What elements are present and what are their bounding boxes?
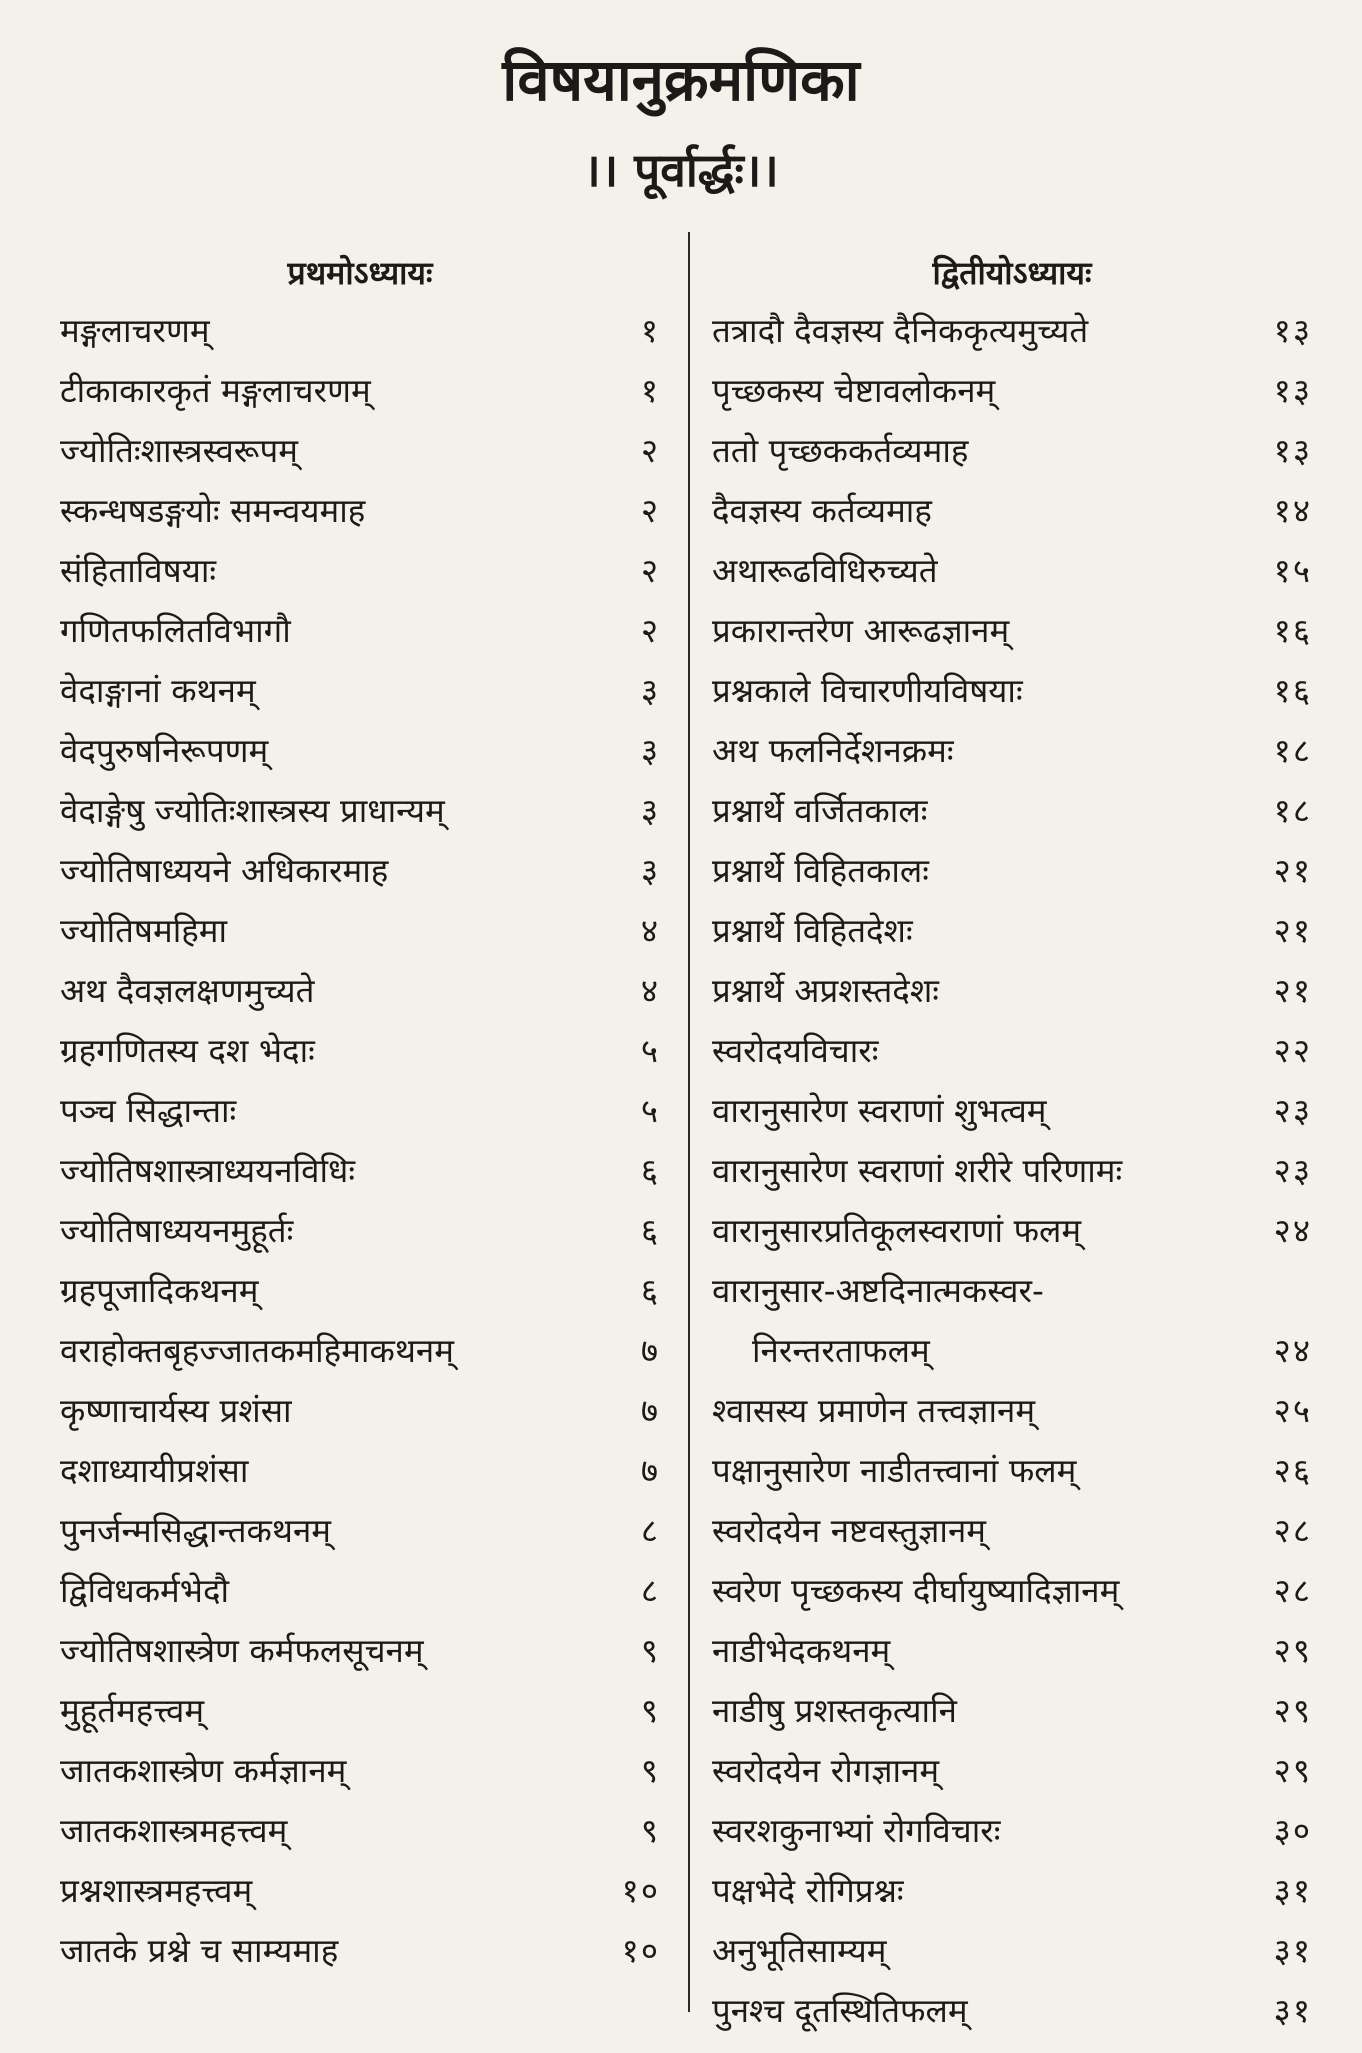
toc-entry: [60, 1801, 660, 1861]
toc-entry: [712, 1801, 1312, 1861]
entry-title: प्रश्नार्थे विहितकालः: [712, 851, 929, 890]
entry-page-number: २१: [1273, 971, 1312, 1010]
entry-title: प्रकारान्तरेण आरूढज्ञानम्: [712, 611, 1010, 650]
entry-page-number: २४: [1273, 1331, 1312, 1370]
toc-entry: [712, 481, 1312, 541]
toc-entry: [60, 781, 660, 841]
entry-title: स्वरशकुनाभ्यां रोगविचारः: [712, 1811, 1001, 1850]
toc-entry: [712, 901, 1312, 961]
entry-page-number: ७: [640, 1391, 660, 1430]
entry-title: श्वासस्य प्रमाणेन तत्त्वज्ञानम्: [712, 1391, 1036, 1430]
entry-title: अनुभूतिसाम्यम्: [712, 1931, 887, 1970]
entry-page-number: २: [640, 431, 660, 470]
toc-entry: [60, 721, 660, 781]
entry-title: निरन्तरताफलम्: [752, 1331, 930, 1370]
entry-page-number: ९: [640, 1631, 660, 1670]
entry-title: अथ फलनिर्देशनक्रमः: [712, 731, 954, 770]
entry-page-number: १: [640, 371, 660, 410]
entry-title: ततो पृच्छककर्तव्यमाह: [712, 431, 969, 470]
entry-page-number: २१: [1273, 851, 1312, 890]
entry-page-number: १६: [1273, 671, 1312, 710]
entry-title: तत्रादौ दैवज्ञस्य दैनिककृत्यमुच्यते: [712, 311, 1089, 350]
toc-entry: [712, 781, 1312, 841]
entry-title: जातके प्रश्ने च साम्यमाह: [60, 1931, 339, 1970]
entry-title: कृष्णाचार्यस्य प्रशंसा: [60, 1391, 292, 1430]
toc-entry: [712, 1261, 1312, 1321]
entry-title: प्रश्नार्थे विहितदेशः: [712, 911, 913, 950]
left-column: [60, 245, 660, 1981]
entry-title: पञ्च सिद्धान्ताः: [60, 1091, 237, 1130]
entry-title: ग्रहपूजादिकथनम्: [60, 1271, 259, 1310]
entry-title: वारानुसारेण स्वराणां शुभत्वम्: [712, 1091, 1047, 1130]
entry-page-number: ४: [640, 971, 660, 1010]
entry-page-number: ३: [640, 851, 660, 890]
toc-entry: [60, 1081, 660, 1141]
entry-page-number: ३१: [1273, 1871, 1312, 1910]
toc-entry: [60, 421, 660, 481]
entry-page-number: १३: [1273, 311, 1312, 350]
entry-page-number: १०: [621, 1931, 660, 1970]
toc-entry: [712, 1021, 1312, 1081]
entry-title: स्वरेण पृच्छकस्य दीर्घायुष्यादिज्ञानम्: [712, 1571, 1120, 1610]
toc-entry: [712, 1561, 1312, 1621]
entry-title: पुनश्च दूतस्थितिफलम्: [712, 1991, 968, 2030]
toc-entry: [712, 301, 1312, 361]
entry-page-number: १८: [1273, 731, 1312, 770]
entry-title: प्रश्नार्थे वर्जितकालः: [712, 791, 928, 830]
toc-entry: [60, 481, 660, 541]
entry-title: वारानुसारेण स्वराणां शरीरे परिणामः: [712, 1151, 1123, 1190]
entry-title: स्वरोदयविचारः: [712, 1031, 879, 1070]
toc-entry: [712, 661, 1312, 721]
toc-entry: [712, 961, 1312, 1021]
entry-page-number: १३: [1273, 371, 1312, 410]
toc-entry: [60, 841, 660, 901]
toc-entry: [60, 1741, 660, 1801]
toc-entry: [712, 541, 1312, 601]
entry-title: ज्योतिषमहिमा: [60, 911, 228, 950]
entry-title: नाडीभेदकथनम्: [712, 1631, 891, 1670]
toc-entry: [712, 1201, 1312, 1261]
entry-page-number: ७: [640, 1451, 660, 1490]
toc-entry: [60, 1681, 660, 1741]
toc-entry: [712, 421, 1312, 481]
toc-entry: [60, 1561, 660, 1621]
entry-page-number: २४: [1273, 1211, 1312, 1250]
entry-page-number: १३: [1273, 431, 1312, 470]
toc-entry: [712, 1921, 1312, 1981]
toc-entry: [60, 361, 660, 421]
entry-page-number: २२: [1273, 1031, 1312, 1070]
entry-page-number: १५: [1273, 551, 1312, 590]
toc-entry: [712, 1621, 1312, 1681]
entry-title: द्विविधकर्मभेदौ: [60, 1571, 230, 1610]
entry-page-number: २: [640, 491, 660, 530]
entry-page-number: ३: [640, 671, 660, 710]
entry-title: वराहोक्तबृहज्जातकमहिमाकथनम्: [60, 1331, 454, 1370]
entry-page-number: ३१: [1273, 1991, 1312, 2030]
toc-entry: [712, 361, 1312, 421]
toc-entry: [712, 1501, 1312, 1561]
entry-page-number: १: [640, 311, 660, 350]
entry-page-number: ६: [640, 1271, 660, 1310]
entry-page-number: ५: [640, 1091, 660, 1130]
entry-page-number: ४: [640, 911, 660, 950]
section-subtitle: ।। पूर्वार्द्धः।।: [583, 143, 779, 197]
entry-page-number: २३: [1273, 1151, 1312, 1190]
entry-page-number: ८: [640, 1571, 660, 1610]
entry-page-number: १०: [621, 1871, 660, 1910]
entry-page-number: २९: [1273, 1631, 1312, 1670]
toc-entry: [712, 1741, 1312, 1801]
page-title: विषयानुक्रमणिका: [502, 46, 860, 114]
toc-entry: [60, 1201, 660, 1261]
entry-title: स्वरोदयेन नष्टवस्तुज्ञानम्: [712, 1511, 987, 1550]
toc-entry: [60, 1141, 660, 1201]
entry-page-number: २६: [1273, 1451, 1312, 1490]
entry-title: दशाध्यायीप्रशंसा: [60, 1451, 249, 1490]
entry-page-number: ९: [640, 1691, 660, 1730]
entry-title: ज्योतिषशास्त्राध्ययनविधिः: [60, 1151, 355, 1190]
entry-page-number: ३०: [1273, 1811, 1312, 1850]
entry-title: वारानुसार-अष्टदिनात्मकस्वर-: [712, 1271, 1044, 1310]
toc-entry: [60, 1861, 660, 1921]
entry-page-number: ६: [640, 1211, 660, 1250]
toc-entry: [712, 1861, 1312, 1921]
entry-title: वेदपुरुषनिरूपणम्: [60, 731, 269, 770]
entry-page-number: ३: [640, 731, 660, 770]
entry-page-number: २३: [1273, 1091, 1312, 1130]
entry-title: स्कन्धषडङ्गयोः समन्वयमाह: [60, 491, 366, 530]
entry-title: नाडीषु प्रशस्तकृत्यानि: [712, 1691, 957, 1730]
toc-entry: [712, 1141, 1312, 1201]
entry-title: अथ दैवज्ञलक्षणमुच्यते: [60, 971, 315, 1010]
entry-page-number: १८: [1273, 791, 1312, 830]
left-entry-list: [60, 301, 660, 1981]
chapter-heading-right: द्वितीयोऽध्यायः: [932, 254, 1092, 292]
entry-page-number: ७: [640, 1331, 660, 1370]
toc-entry: [60, 661, 660, 721]
toc-entry: [712, 1381, 1312, 1441]
toc-entry: [712, 1321, 1312, 1381]
toc-entry: [712, 1681, 1312, 1741]
toc-entry: [60, 1621, 660, 1681]
entry-page-number: ९: [640, 1811, 660, 1850]
entry-title: जातकशास्त्रेण कर्मज्ञानम्: [60, 1751, 347, 1790]
entry-page-number: २: [640, 611, 660, 650]
entry-page-number: ८: [640, 1511, 660, 1550]
entry-title: संहिताविषयाः: [60, 551, 217, 590]
entry-title: पक्षभेदे रोगिप्रश्नः: [712, 1871, 904, 1910]
entry-page-number: २१: [1273, 911, 1312, 950]
entry-title: दैवज्ञस्य कर्तव्यमाह: [712, 491, 932, 530]
right-column: [712, 245, 1312, 2041]
toc-entry: [60, 1921, 660, 1981]
toc-entry: [60, 901, 660, 961]
entry-page-number: १४: [1273, 491, 1312, 530]
entry-title: गणितफलितविभागौ: [60, 611, 291, 650]
toc-entry: [60, 1501, 660, 1561]
entry-title: प्रश्नकाले विचारणीयविषयाः: [712, 671, 1023, 710]
toc-entry: [60, 301, 660, 361]
entry-page-number: ३१: [1273, 1931, 1312, 1970]
entry-title: अथारूढविधिरुच्यते: [712, 551, 938, 590]
toc-entry: [60, 1321, 660, 1381]
entry-title: मुहूर्तमहत्त्वम्: [60, 1691, 205, 1730]
chapter-heading-left: प्रथमोऽध्यायः: [287, 254, 433, 292]
entry-title: ज्योतिषाध्ययने अधिकारमाह: [60, 851, 389, 890]
entry-page-number: ६: [640, 1151, 660, 1190]
entry-page-number: २८: [1273, 1571, 1312, 1610]
toc-entry: [712, 1081, 1312, 1141]
entry-page-number: ५: [640, 1031, 660, 1070]
entry-title: वेदाङ्गेषु ज्योतिःशास्त्रस्य प्राधान्यम्: [60, 791, 445, 830]
toc-entry: [60, 541, 660, 601]
toc-entry: [60, 601, 660, 661]
entry-page-number: ३: [640, 791, 660, 830]
entry-page-number: २९: [1273, 1751, 1312, 1790]
toc-entry: [60, 1381, 660, 1441]
entry-page-number: २: [640, 551, 660, 590]
entry-title: ज्योतिःशास्त्रस्वरूपम्: [60, 431, 298, 470]
entry-title: पक्षानुसारेण नाडीतत्त्वानां फलम्: [712, 1451, 1077, 1490]
entry-page-number: १६: [1273, 611, 1312, 650]
right-entry-list: [712, 301, 1312, 2041]
toc-entry: [712, 601, 1312, 661]
entry-title: पुनर्जन्मसिद्धान्तकथनम्: [60, 1511, 331, 1550]
entry-title: वारानुसारप्रतिकूलस्वराणां फलम्: [712, 1211, 1082, 1250]
toc-entry: [60, 1261, 660, 1321]
toc-entry: [712, 721, 1312, 781]
entry-title: जातकशास्त्रमहत्त्वम्: [60, 1811, 288, 1850]
toc-entry: [60, 1441, 660, 1501]
entry-title: मङ्गलाचरणम्: [60, 311, 210, 350]
entry-page-number: २८: [1273, 1511, 1312, 1550]
entry-title: ग्रहगणितस्य दश भेदाः: [60, 1031, 315, 1070]
toc-entry: [60, 961, 660, 1021]
column-divider: [688, 232, 690, 2012]
entry-title: पृच्छकस्य चेष्टावलोकनम्: [712, 371, 996, 410]
toc-entry: [712, 841, 1312, 901]
entry-page-number: २५: [1273, 1391, 1312, 1430]
entry-title: टीकाकारकृतं मङ्गलाचरणम्: [60, 371, 371, 410]
entry-title: वेदाङ्गानां कथनम्: [60, 671, 256, 710]
entry-title: स्वरोदयेन रोगज्ञानम्: [712, 1751, 940, 1790]
entry-title: ज्योतिषाध्ययनमुहूर्तः: [60, 1211, 294, 1250]
entry-title: प्रश्नार्थे अप्रशस्तदेशः: [712, 971, 939, 1010]
toc-entry: [60, 1021, 660, 1081]
entry-page-number: ९: [640, 1751, 660, 1790]
toc-entry: [712, 1981, 1312, 2041]
entry-title: ज्योतिषशास्त्रेण कर्मफलसूचनम्: [60, 1631, 424, 1670]
entry-title: प्रश्नशास्त्रमहत्त्वम्: [60, 1871, 253, 1910]
entry-page-number: २९: [1273, 1691, 1312, 1730]
toc-entry: [712, 1441, 1312, 1501]
